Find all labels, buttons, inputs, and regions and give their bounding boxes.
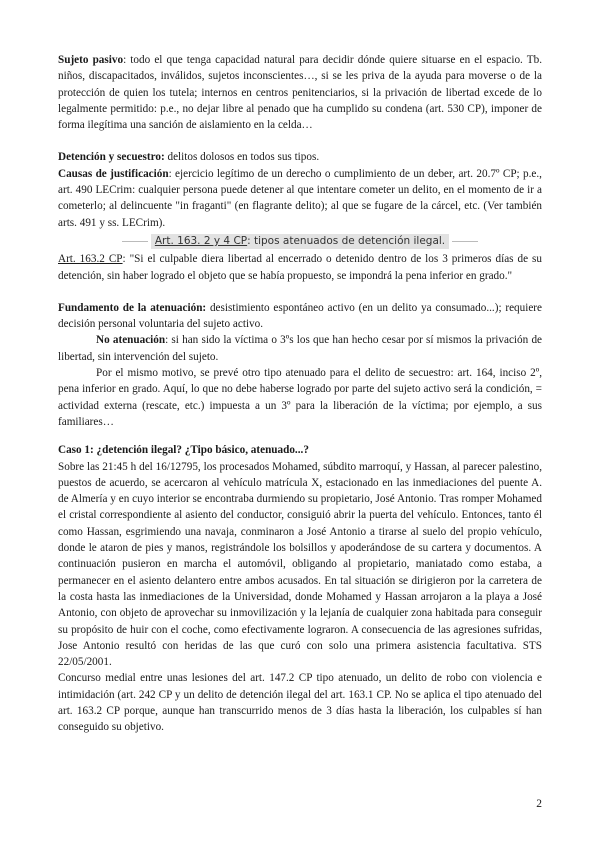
section-heading-art: Art. 163. 2 y 4 CP: [154, 234, 248, 247]
fundamento-paragraph: [58, 300, 542, 333]
section-heading-rest: : tipos atenuados de detención ilegal.: [247, 234, 446, 247]
sujeto-pasivo-label: Sujeto pasivo: [58, 54, 124, 66]
por-el-mismo-paragraph: Por el mismo motivo, se prevé otro tipo atenuado para el delito de secuestro: art. 164, inciso 2º, pena inferior en grado. Aquí, lo que no debe haberse logrado por parte del sujeto activo será la condición, = actividad externa (rescate, etc.) impuesta a un 3º para la liberación de la víctima; por ejemplo, a sus familiares…: [58, 367, 542, 428]
causas-label: Causas de justificación: [58, 167, 169, 180]
page-content: [58, 52, 542, 736]
fundamento-label: Fundamento de la atenuación:: [58, 301, 207, 314]
art-163-2-text: : "Si el culpable diera libertad al encerrado o detenido dentro de los 3 primeros días de su detención, sin haber logrado el objeto que se había propuesto, se impondrá la pena inferior en grado.": [58, 253, 542, 282]
sujeto-pasivo-text: : todo el que tenga capacidad natural para decidir dónde quiere situarse en el espacio. Tb. niños, discapacitados, inválidos, sujetos inconscientes…, si se les priva de la ayuda para moverse o de la protección de quien los tutela; internos en centros penitenciarios, si la privación de libertad excede de lo legalmente permitido: p.e., no dejar libre al penado que ha cumplido su condena (art. 530 CP), imponer de forma ilegítima una sanción de aislamiento en la celda…: [58, 54, 543, 132]
caso1-title: [58, 442, 542, 458]
no-atenuacion-paragraph: [58, 332, 542, 365]
heading-rule-left: [122, 241, 148, 242]
art-163-2-label: Art. 163.2 CP: [58, 253, 123, 266]
caso1-conclusion: Concurso medial entre unas lesiones del art. 147.2 CP tipo atenuado, un delito de robo con violencia e intimidación (art. 242 CP y un delito de detención ilegal del art. 163.1 CP. No se aplica el tipo atenuado del art. 163.2 CP porque, aunque han transcurrido menos de 3 días hasta la liberación, los culpables sí han conseguido su objetivo.: [58, 672, 542, 734]
no-atenuacion-label: No atenuación: [96, 334, 166, 347]
causas-paragraph: [58, 166, 542, 231]
causas-text: : ejercicio legítimo de un derecho o cumplimiento de un deber, art. 20.7º CP; p.e., art. 490 LECrim: cualquier persona puede detener al que intentare cometer un delito, en el momento de ir a cometerlo; al delincuente "in fraganti" (en flagrante delito); al que se fugare de la cárcel, etc. (Ver también arts. 491 y ss. LECrim).: [58, 167, 542, 229]
page-number: 2: [536, 798, 542, 810]
sujeto-pasivo-paragraph: [58, 52, 542, 133]
detencion-label: Detención y secuestro:: [58, 151, 165, 164]
detencion-paragraph: [58, 149, 542, 165]
detencion-text: delitos dolosos en todos sus tipos.: [164, 151, 320, 164]
section-heading: [58, 233, 542, 249]
caso1-facts: Sobre las 21:45 h del 16/12795, los procesados Mohamed, súbdito marroquí, y Hassan, al parecer palestino, puestos de acuerdo, se acercaron al vehículo matrícula X, estacionado en las inmediaciones del puente A. de Almería y en cuyo interior se encontraba durmiendo su propietario, José Antonio. Tras romper Mohamed el cristal correspondiente al asiento del conductor, consiguió abrir la puerta del vehículo. Entonces, tanto él como Hassan, esgrimiendo una navaja, conminaron a José Antonio a tirarse al suelo del propio vehículo, donde le ataron de pies y manos, registrándole los bolsillos y apoderándose de su cartera y documentos. A continuación pusieron en marcha el automóvil, obligando al propietario, maniatado como estaba, a permanecer en el asiento delantero entre ambos acusados. En tal situación se dirigieron por la carretera de la costa hasta las inmediaciones de la Universidad, donde Mohamed y Hassan arrojaron a la playa a José Antonio, con objeto de aprovechar su inmovilización y la lejanía de cualquier zona habitada para conseguir su propósito de huir con el coche, como efectivamente lograron. A consecuencia de las agresiones sufridas, Jose Antonio resultó con heridas de las que curó con solo una primera asistencia facultativa. STS 22/05/2001.: [58, 460, 542, 669]
fundamento-text: desistimiento espontáneo activo (en un delito ya consumado...); requiere decisión personal voluntaria del sujeto activo.: [58, 301, 542, 331]
no-atenuacion-text: : si han sido la víctima o 3ºs los que han hecho cesar por sí mismos la privación de libertad, sin intervención del sujeto.: [58, 334, 542, 363]
heading-rule-right: [452, 241, 478, 242]
art-163-2-paragraph: [58, 251, 542, 284]
caso1-title-text: Caso 1: ¿detención ilegal? ¿Tipo básico, atenuado...?: [58, 444, 309, 457]
